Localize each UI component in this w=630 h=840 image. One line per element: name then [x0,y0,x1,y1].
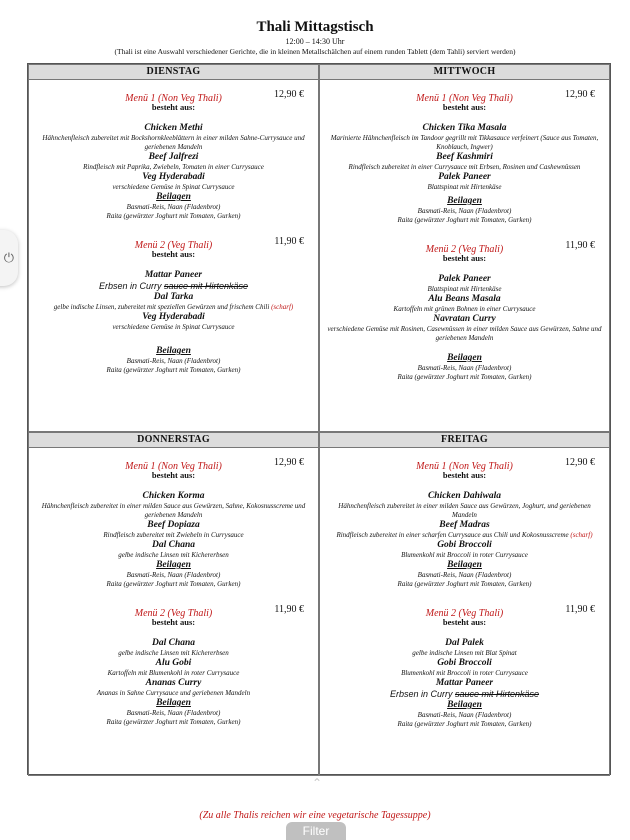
besteht-label: besteht aus: [442,617,487,627]
dish-name: Ananas Curry [145,678,202,688]
power-icon[interactable]: ⏻ [0,230,18,286]
beilagen-title: Beilagen [156,698,191,708]
besteht-label: besteht aus: [151,102,196,112]
strikethrough-text: sauce mit Hirtenkäse [163,281,249,291]
besteht-label: besteht aus: [151,470,196,480]
dish-name: Chicken Dahiwala [427,491,502,501]
beilagen-line: Basmati-Reis, Naan (Fladenbrot) [417,711,512,719]
dish-desc-prefix: Erbsen in Curry [98,281,164,291]
beilagen-line: Raita (gewürzter Joghurt mit Tomaten, Gurken) [397,216,532,224]
dish-desc-struck [320,689,609,700]
beilagen-title: Beilagen [447,353,482,363]
menu-title: Menü 2 (Veg Thali) [134,240,213,251]
beilagen-line: Raita (gewürzter Joghurt mit Tomaten, Gurken) [397,720,532,728]
beilagen-line: Raita (gewürzter Joghurt mit Tomaten, Gurken) [397,373,532,381]
dish-desc: Hähnchenfleisch zubereitet mit Bockshornkleeblättern in einer milden Sahne-Currysauce und geriebenen Mandeln [42,134,305,151]
menu-title: Menü 2 (Veg Thali) [425,244,504,255]
menu-price: 12,90 € [274,457,304,468]
dish-desc: Ananas in Sahne Currysauce und geriebenen Mandeln [96,689,251,697]
dish-name: Gobi Broccoli [437,540,492,550]
beilagen-title: Beilagen [447,560,482,570]
dish-desc: gelbe indische Linsen mit Kichererbsen [118,649,229,657]
dish-desc: Rindfleisch mit Paprika, Zwiebeln, Tomaten in einer Currysauce [83,163,264,171]
menu-price: 11,90 € [565,604,595,615]
dish-name: Mattar Paneer [144,270,203,280]
menu-title: Menü 1 (Non Veg Thali) [416,93,513,104]
beilagen-title: Beilagen [156,192,191,202]
dish-desc: verschiedene Gemüse mit Rosinen, Casewnüssen in einer milden Sauce aus Gewürzen, Sahne und geriebenen Mandeln [327,325,602,342]
day-heading: MITTWOCH [320,65,609,80]
menu-price: 12,90 € [565,457,595,468]
besteht-label: besteht aus: [442,470,487,480]
beilagen-line: Basmati-Reis, Naan (Fladenbrot) [126,203,221,211]
besteht-label: besteht aus: [442,102,487,112]
dish-desc-text: Rindfleisch zubereitet in einer scharfen Currysauce aus Chili und Kokosnusscreme [336,531,569,539]
page-header [0,18,630,57]
dish-name: Chicken Tika Masala [422,123,507,133]
strikethrough-text: sauce mit Hirtenkäse [454,689,540,699]
menu-title: Menü 1 (Non Veg Thali) [125,461,222,472]
beilagen-title: Beilagen [156,346,191,356]
dish-desc: Hähnchenfleisch zubereitet in einer milden Sauce aus Gewürzen, Sahne, Kokosnusscreme und geriebenen Mandeln [41,502,306,519]
menu2-row [320,603,609,617]
day-heading: DONNERSTAG [29,433,318,448]
dish-name: Beef Madras [439,520,490,530]
menu-title: Menü 2 (Veg Thali) [134,608,213,619]
dish-name: Alu Gobi [155,658,192,668]
menu-price: 12,90 € [565,89,595,100]
beilagen-line: Basmati-Reis, Naan (Fladenbrot) [417,571,512,579]
menu1-row [320,456,609,470]
dish-name: Chicken Methi [144,123,203,133]
dish-name: Palek Paneer [438,172,491,182]
menu-price: 11,90 € [274,604,304,615]
dish-desc [29,303,318,312]
dish-name: Beef Kashmiri [436,152,493,162]
besteht-label: besteht aus: [151,617,196,627]
menu2-row [320,239,609,253]
day-heading: DIENSTAG [29,65,318,80]
dish-name: Chicken Korma [142,491,205,501]
beilagen-line: Raita (gewürzter Joghurt mit Tomaten, Gurken) [106,580,241,588]
day-cell-freitag [319,432,610,776]
menu-title: Menü 2 (Veg Thali) [425,608,504,619]
footer-note: (Zu alle Thalis reichen wir eine vegetarische Tagessuppe) [199,810,431,821]
dish-name: Dal Palek [445,638,484,648]
dish-desc: Kartoffeln mit grünen Bohnen in einer Currysauce [393,305,536,313]
sharp-label: (scharf) [570,531,593,539]
besteht-label: besteht aus: [151,249,196,259]
dish-name: Beef Dopiaza [147,520,200,530]
day-cell-dienstag [28,64,319,432]
beilagen-line: Raita (gewürzter Joghurt mit Tomaten, Gurken) [106,718,241,726]
dish-name: Dal Tarka [153,292,194,302]
dish-desc-text: gelbe indische Linsen, zubereitet mit speziellen Gewürzen und frischem Chili [53,303,270,311]
menu1-row [29,456,318,470]
menu-title: Menü 1 (Non Veg Thali) [125,93,222,104]
dish-desc: gelbe indische Linsen mit Blat Spinat [412,649,517,657]
beilagen-line: Raita (gewürzter Joghurt mit Tomaten, Gurken) [106,366,241,374]
dish-name: Dal Chana [151,540,196,550]
dish-desc: Kartoffeln mit Blumenkohl in roter Currysauce [107,669,240,677]
day-heading: FREITAG [320,433,609,448]
dish-desc: Blumenkohl mit Broccoli in roter Currysauce [401,669,528,677]
dish-desc-prefix: Erbsen in Curry [389,689,455,699]
page-title: Thali Mittagstisch [256,19,374,35]
dish-desc: verschiedene Gemüse in Spinat Currysauce [112,183,235,191]
dish-name: Alu Beans Masala [428,294,501,304]
dish-desc: Marinierte Hähnchenfleisch im Tandoor gegrillt mit Tikkasauce verfeinert (Sauce aus Tomaten, Knoblauch, Ingwer) [330,134,599,151]
beilagen-title: Beilagen [156,560,191,570]
dish-desc-struck [29,281,318,292]
day-cell-mittwoch [319,64,610,432]
page-subtitle: (Thali ist eine Auswahl verschiedener Gerichte, die in kleinen Metallschälchen auf einem runden Tablett (dem Tahli) serviert werden) [114,47,516,56]
opening-hours: 12:00 – 14:30 Uhr [285,37,345,46]
menu-price: 11,90 € [565,240,595,251]
beilagen-line: Basmati-Reis, Naan (Fladenbrot) [126,571,221,579]
chevron-up-icon[interactable]: ⌃ [311,776,323,790]
beilagen-line: Raita (gewürzter Joghurt mit Tomaten, Gurken) [397,580,532,588]
dish-desc: gelbe indische Linsen mit Kichererbsen [118,551,229,559]
beilagen-title: Beilagen [447,700,482,710]
dish-name: Navratan Curry [433,314,496,324]
filter-button[interactable]: Filter [286,822,346,840]
dish-desc: Rindfleisch zubereitet in einer Currysauce mit Erbsen, Rosinen und Cashewnüssen [348,163,581,171]
menu2-row [29,235,318,249]
dish-name: Gobi Broccoli [437,658,492,668]
menu1-row [29,88,318,102]
dish-desc: verschiedene Gemüse in Spinat Currysauce [112,323,235,331]
dish-desc [320,531,609,540]
beilagen-line: Basmati-Reis, Naan (Fladenbrot) [126,709,221,717]
dish-desc: Hähnchenfleisch zubereitet in einer milden Sauce aus Gewürzen, Joghurt, und geriebenen Mandeln [338,502,591,519]
dish-name: Beef Jalfrezi [148,152,199,162]
dish-desc: Blumenkohl mit Broccoli in roter Currysauce [401,551,528,559]
besteht-label: besteht aus: [442,253,487,263]
dish-desc: Blattspinat mit Hirtenkäse [427,285,502,293]
dish-name: Palek Paneer [438,274,491,284]
beilagen-line: Basmati-Reis, Naan (Fladenbrot) [417,364,512,372]
beilagen-line: Basmati-Reis, Naan (Fladenbrot) [126,357,221,365]
dish-name: Dal Chana [151,638,196,648]
beilagen-line: Basmati-Reis, Naan (Fladenbrot) [417,207,512,215]
menu-title: Menü 1 (Non Veg Thali) [416,461,513,472]
menu2-row [29,603,318,617]
dish-desc: Blattspinat mit Hirtenkäse [427,183,502,191]
menu-price: 11,90 € [274,236,304,247]
day-cell-donnerstag [28,432,319,776]
beilagen-line: Raita (gewürzter Joghurt mit Tomaten, Gurken) [106,212,241,220]
sharp-label: (scharf) [271,303,294,311]
dish-name: Veg Hyderabadi [142,172,205,182]
menu-price: 12,90 € [274,89,304,100]
beilagen-title: Beilagen [447,196,482,206]
menu-grid [27,63,611,775]
dish-name: Veg Hyderabadi [142,312,205,322]
menu1-row [320,88,609,102]
dish-name: Mattar Paneer [435,678,494,688]
dish-desc: Rindfleisch zubereitet mit Zwiebeln in Currysauce [103,531,244,539]
